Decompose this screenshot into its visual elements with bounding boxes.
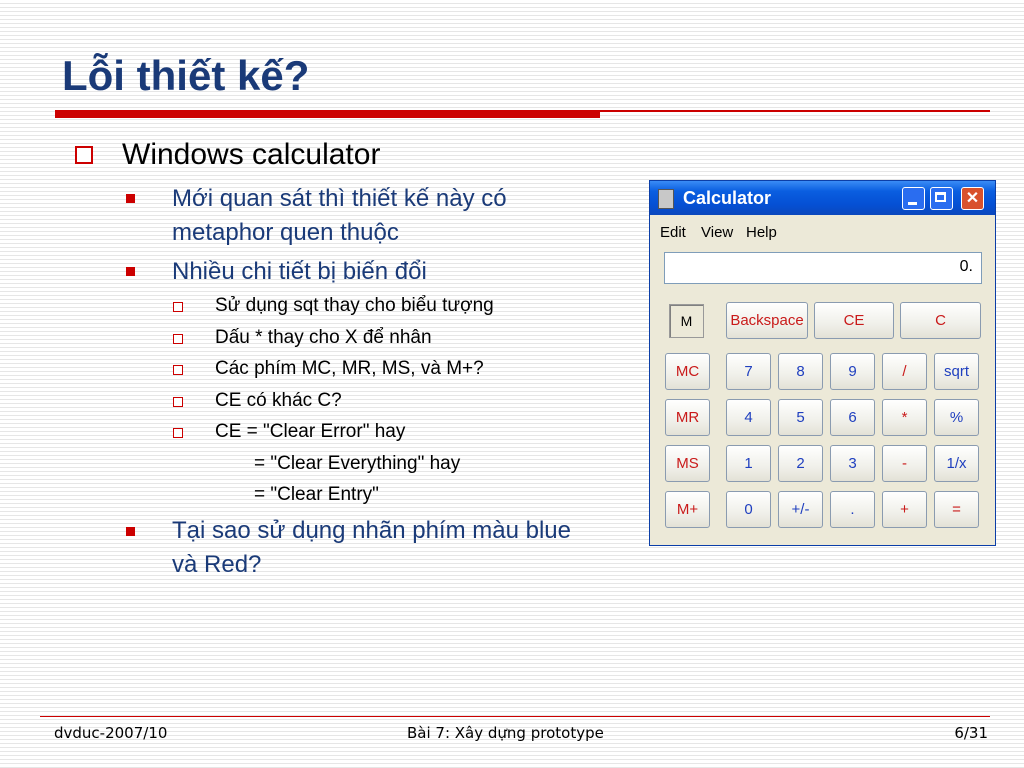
sub-bullet-key-colors: Tại sao sử dụng nhãn phím màu blue và Red? bbox=[172, 517, 571, 578]
bullet-hollow-icon bbox=[173, 428, 183, 438]
footer-rule bbox=[40, 716, 990, 717]
calculator-title: Calculator bbox=[683, 188, 772, 208]
key-1[interactable]: 1 bbox=[726, 445, 771, 482]
key-6[interactable]: 6 bbox=[830, 399, 875, 436]
detail-continuation: = "Clear Everything" hay bbox=[254, 453, 461, 474]
key-3[interactable]: 3 bbox=[830, 445, 875, 482]
key-5[interactable]: 5 bbox=[778, 399, 823, 436]
ms-button[interactable]: MS bbox=[665, 445, 710, 482]
calculator-window bbox=[649, 180, 996, 546]
minimize-button[interactable] bbox=[902, 187, 925, 210]
title-underline bbox=[55, 110, 600, 118]
mc-button[interactable]: MC bbox=[665, 353, 710, 390]
detail-item: Dấu * thay cho X để nhân bbox=[215, 327, 432, 348]
close-button[interactable] bbox=[961, 187, 984, 210]
footer-page-number: 6/31 bbox=[954, 724, 988, 742]
calculator-app-icon bbox=[658, 189, 674, 209]
bullet-hollow-icon bbox=[173, 397, 183, 407]
key-negate[interactable]: +/- bbox=[778, 491, 823, 528]
detail-item: CE = "Clear Error" hay bbox=[215, 421, 406, 442]
key-9[interactable]: 9 bbox=[830, 353, 875, 390]
key-add[interactable]: + bbox=[882, 491, 927, 528]
memory-indicator: M bbox=[669, 304, 704, 338]
c-button[interactable]: C bbox=[900, 302, 981, 339]
sub-bullet-details-changed: Nhiều chi tiết bị biến đổi bbox=[172, 258, 427, 285]
footer-left: dvduc-2007/10 bbox=[54, 724, 168, 742]
key-decimal[interactable]: . bbox=[830, 491, 875, 528]
key-equals[interactable]: = bbox=[934, 491, 979, 528]
key-percent[interactable]: % bbox=[934, 399, 979, 436]
footer-center: Bài 7: Xây dựng prototype bbox=[407, 724, 604, 742]
ce-button[interactable]: CE bbox=[814, 302, 894, 339]
key-7[interactable]: 7 bbox=[726, 353, 771, 390]
key-divide[interactable]: / bbox=[882, 353, 927, 390]
bullet-filled-icon bbox=[126, 527, 135, 536]
key-2[interactable]: 2 bbox=[778, 445, 823, 482]
close-icon: ✕ bbox=[965, 190, 980, 207]
bullet-windows-calculator: Windows calculator bbox=[122, 138, 381, 171]
calculator-titlebar[interactable] bbox=[650, 181, 995, 215]
bullet-hollow-icon bbox=[173, 334, 183, 344]
key-sqrt[interactable]: sqrt bbox=[934, 353, 979, 390]
bullet-hollow-icon bbox=[173, 302, 183, 312]
detail-item: Sử dụng sqt thay cho biểu tượng bbox=[215, 295, 494, 316]
m-plus-button[interactable]: M+ bbox=[665, 491, 710, 528]
detail-item: CE có khác C? bbox=[215, 390, 342, 411]
title-underline-thin bbox=[600, 110, 990, 112]
maximize-button[interactable] bbox=[930, 187, 953, 210]
key-0[interactable]: 0 bbox=[726, 491, 771, 528]
key-reciprocal[interactable]: 1/x bbox=[934, 445, 979, 482]
bullet-square-icon bbox=[75, 146, 93, 164]
bullet-filled-icon bbox=[126, 267, 135, 276]
menu-help[interactable]: Help bbox=[746, 224, 777, 241]
bullet-hollow-icon bbox=[173, 365, 183, 375]
slide-title: Lỗi thiết kế? bbox=[62, 52, 310, 99]
calculator-display: 0. bbox=[664, 252, 982, 284]
menu-edit[interactable]: Edit bbox=[660, 224, 686, 241]
key-multiply[interactable]: * bbox=[882, 399, 927, 436]
detail-item: Các phím MC, MR, MS, và M+? bbox=[215, 358, 484, 379]
bullet-filled-icon bbox=[126, 194, 135, 203]
mr-button[interactable]: MR bbox=[665, 399, 710, 436]
key-subtract[interactable]: - bbox=[882, 445, 927, 482]
menu-bar bbox=[650, 221, 995, 243]
detail-continuation: = "Clear Entry" bbox=[254, 484, 379, 505]
backspace-button[interactable]: Backspace bbox=[726, 302, 808, 339]
key-8[interactable]: 8 bbox=[778, 353, 823, 390]
key-4[interactable]: 4 bbox=[726, 399, 771, 436]
menu-view[interactable]: View bbox=[701, 224, 734, 241]
sub-bullet-metaphor: Mới quan sát thì thiết kế này có metaphor quen thuộc bbox=[172, 185, 507, 246]
